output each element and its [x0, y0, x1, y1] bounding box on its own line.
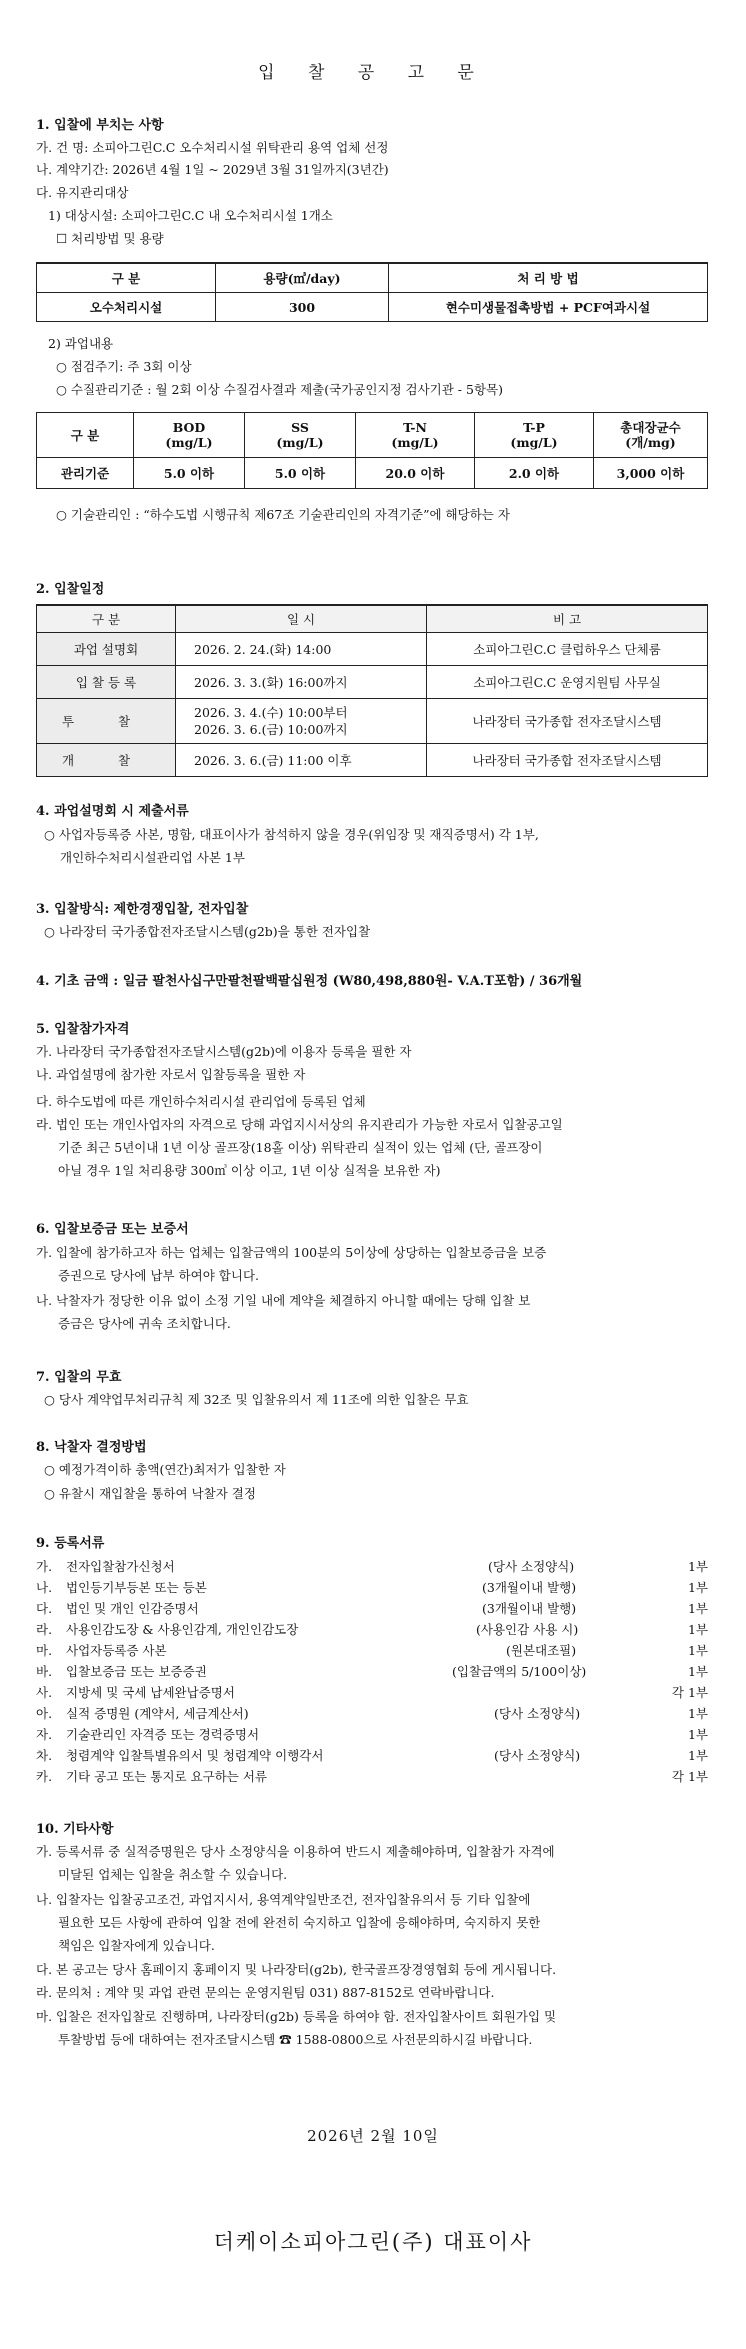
schedule-cell: 투 찰	[37, 699, 176, 744]
s6-line-3: 다. 하수도법에 따른 개인하수처리시설 관리업에 등록된 업체	[36, 1094, 366, 1109]
section-method-heading: 3. 입찰방식: 제한경쟁입찰, 전자입찰	[36, 902, 249, 917]
table-row	[37, 744, 708, 777]
s1-line-6: 2) 과업내용	[48, 336, 114, 351]
wq-header	[134, 413, 245, 458]
doc-qty: 1부	[687, 1559, 708, 1574]
schedule-table	[36, 604, 708, 777]
schedule-cell: 입 찰 등 록	[37, 666, 176, 699]
s1-line-4: 1) 대상시설: 소피아그린C.C 내 오수처리시설 1개소	[48, 208, 333, 223]
wq-cell: 3,000 이하	[594, 458, 708, 489]
wq-header-name: T-P	[523, 420, 545, 435]
doc-name: 전자입찰참가신청서	[66, 1559, 175, 1574]
wq-header	[356, 413, 475, 458]
capacity-table	[36, 262, 708, 322]
doc-remark: (3개월이내 발행)	[482, 1601, 577, 1616]
s11-line-4: 필요한 모든 사항에 관하여 입찰 전에 완전히 숙지하고 입찰에 응해야하며, 숙지하지 못한	[58, 1915, 541, 1930]
wq-header-name: T-N	[403, 420, 427, 435]
doc-name: 실적 증명원 (계약서, 세금계산서)	[66, 1706, 249, 1721]
schedule-date-line: 2026. 3. 4.(수) 10:00부터	[194, 705, 348, 720]
company-signature: 더케이소피아그린(주) 대표이사	[213, 2230, 533, 2254]
section-2-heading: 2. 입찰일정	[36, 582, 105, 597]
wq-cell: 5.0 이하	[134, 458, 245, 489]
doc-key: 차.	[36, 1748, 53, 1763]
section-invalid-heading: 7. 입찰의 무효	[36, 1370, 122, 1385]
wq-header	[245, 413, 356, 458]
s7-line-4: 증금은 당사에 귀속 조치합니다.	[58, 1316, 231, 1331]
capacity-table-header: 구 분	[37, 263, 216, 293]
table-row	[37, 666, 708, 699]
capacity-table-cell: 현수미생물접촉방법 + PCF여과시설	[389, 293, 708, 322]
wq-header-unit: (mg/L)	[510, 435, 558, 450]
schedule-cell: 2026. 2. 24.(화) 14:00	[176, 633, 427, 666]
s11-line-6: 다. 본 공고는 당사 홈페이지 홍페이지 및 나라장터(g2b), 한국골프장경영협회 등에 게시됩니다.	[36, 1962, 557, 1977]
wq-header-unit: (mg/L)	[276, 435, 324, 450]
s1-line-7: ○ 점검주기: 주 3회 이상	[56, 359, 192, 374]
doc-qty: 1부	[687, 1643, 708, 1658]
section-documents-heading: 9. 등록서류	[36, 1536, 105, 1551]
s11-line-2: 미달된 업체는 입찰을 취소할 수 있습니다.	[58, 1867, 288, 1882]
schedule-cell: 2026. 3. 6.(금) 11:00 이후	[176, 744, 427, 777]
doc-qty: 각 1부	[671, 1685, 708, 1700]
s6-line-4: 라. 법인 또는 개인사업자의 자격으로 당해 과업지시서상의 유지관리가 가능한 자로서 입찰공고일	[36, 1117, 563, 1132]
s1-line-9: ○ 기술관리인 : “하수도법 시행규칙 제67조 기술관리인의 자격기준”에 해당하는 자	[56, 507, 510, 522]
wq-cell: 20.0 이하	[356, 458, 475, 489]
capacity-table-cell: 오수처리시설	[37, 293, 216, 322]
s11-line-7: 라. 문의처 : 계약 및 과업 관련 문의는 운영지원팀 031) 887-8152로 연락바랍니다.	[36, 1985, 495, 2000]
doc-key: 아.	[36, 1706, 53, 1721]
doc-remark: (입찰금액의 5/100이상)	[452, 1664, 587, 1679]
doc-qty: 1부	[687, 1727, 708, 1742]
section-price-heading: 4. 기초 금액 : 일금 팔천사십구만팔천팔백팔십원정 (W80,498,880원- V.A.T포함) / 36개월	[36, 974, 583, 989]
s6-line-6: 아닐 경우 1일 처리용량 300㎥ 이상 이고, 1년 이상 실적을 보유한 자)	[58, 1163, 441, 1178]
doc-remark: (원본대조필)	[506, 1643, 577, 1658]
section-winner-heading: 8. 낙찰자 결정방법	[36, 1440, 147, 1455]
wq-header	[475, 413, 594, 458]
section-misc-heading: 10. 기타사항	[36, 1822, 114, 1837]
s9-line-2: ○ 유찰시 재입찰을 통하여 낙찰자 결정	[44, 1486, 256, 1501]
schedule-date-line: 2026. 3. 6.(금) 10:00까지	[194, 722, 348, 737]
doc-key: 라.	[36, 1622, 53, 1637]
corner-logo-icon	[666, 2319, 746, 2349]
s8-line-1: ○ 당사 계약업무처리규칙 제 32조 및 입찰유의서 제 11조에 의한 입찰은 무효	[44, 1392, 469, 1407]
schedule-cell: 과업 설명회	[37, 633, 176, 666]
s7-line-1: 가. 입찰에 참가하고자 하는 업체는 입찰금액의 100분의 5이상에 상당하는 입찰보증금을 보증	[36, 1245, 547, 1260]
wq-header-name: 총대장균수	[620, 420, 681, 435]
s4-line-1: ○ 나라장터 국가종합전자조달시스템(g2b)을 통한 전자입찰	[44, 924, 371, 939]
s1-line-5: ☐ 처리방법 및 용량	[56, 231, 164, 246]
doc-qty: 1부	[687, 1622, 708, 1637]
doc-key: 자.	[36, 1727, 53, 1742]
doc-remark: (당사 소정양식)	[494, 1706, 581, 1721]
doc-name: 기술관리인 자격증 또는 경력증명서	[66, 1727, 260, 1742]
wq-cell: 2.0 이하	[475, 458, 594, 489]
s6-line-5: 기준 최근 5년이내 1년 이상 골프장(18홀 이상) 위탁관리 실적이 있는 업체 (단, 골프장이	[58, 1140, 543, 1155]
schedule-header: 비 고	[427, 605, 708, 633]
doc-name: 법인등기부등본 또는 등본	[66, 1580, 207, 1595]
section-deposit-heading: 6. 입찰보증금 또는 보증서	[36, 1222, 189, 1237]
s6-line-2: 나. 과업설명에 참가한 자로서 입찰등록을 필한 자	[36, 1067, 306, 1082]
s7-line-3: 나. 낙찰자가 정당한 이유 없이 소정 기일 내에 계약을 체결하지 아니할 때에는 당해 입찰 보	[36, 1293, 531, 1308]
schedule-cell: 2026. 3. 3.(화) 16:00까지	[176, 666, 427, 699]
doc-key: 나.	[36, 1580, 53, 1595]
section-1-heading: 1. 입찰에 부치는 사항	[36, 118, 164, 133]
doc-key: 마.	[36, 1643, 53, 1658]
section-docs-heading: 4. 과업설명회 시 제출서류	[36, 804, 189, 819]
schedule-header: 구 분	[37, 605, 176, 633]
doc-name: 사용인감도장 & 사용인감계, 개인인감도장	[66, 1622, 299, 1637]
section-qualification-heading: 5. 입찰참가자격	[36, 1022, 130, 1037]
s11-line-1: 가. 등록서류 중 실적증명원은 당사 소정양식을 이용하여 반드시 제출해야하며, 입찰참가 자격에	[36, 1844, 555, 1859]
doc-name: 입찰보증금 또는 보증증권	[66, 1664, 207, 1679]
wq-header	[594, 413, 708, 458]
s1-line-1: 가. 건 명: 소피아그린C.C 오수처리시설 위탁관리 용역 업체 선정	[36, 140, 389, 155]
doc-key: 카.	[36, 1769, 53, 1784]
doc-key: 바.	[36, 1664, 53, 1679]
doc-key: 가.	[36, 1559, 53, 1574]
doc-name: 청렴계약 입찰특별유의서 및 청렴계약 이행각서	[66, 1748, 324, 1763]
doc-key: 사.	[36, 1685, 53, 1700]
s11-line-8: 마. 입찰은 전자입찰로 진행하며, 나라장터(g2b) 등록을 하여야 함. 전자입찰사이트 회원가입 및	[36, 2009, 557, 2024]
schedule-cell: 소피아그린C.C 클럽하우스 단체룸	[427, 633, 708, 666]
schedule-header: 일 시	[176, 605, 427, 633]
water-quality-table	[36, 412, 708, 489]
doc-name: 기타 공고 또는 통지로 요구하는 서류	[66, 1769, 267, 1784]
schedule-cell: 나라장터 국가종합 전자조달시스템	[427, 744, 708, 777]
doc-name: 법인 및 개인 인감증명서	[66, 1601, 199, 1616]
capacity-table-header: 처 리 방 법	[389, 263, 708, 293]
s9-line-1: ○ 예정가격이하 총액(연간)최저가 입찰한 자	[44, 1462, 286, 1477]
doc-key: 다.	[36, 1601, 53, 1616]
wq-header-name: SS	[291, 420, 309, 435]
capacity-table-cell: 300	[216, 293, 389, 322]
schedule-cell	[176, 699, 427, 744]
s11-line-5: 책임은 입찰자에게 있습니다.	[58, 1938, 215, 1953]
doc-qty: 1부	[687, 1601, 708, 1616]
wq-cell: 관리기준	[37, 458, 134, 489]
schedule-cell: 소피아그린C.C 운영지원팀 사무실	[427, 666, 708, 699]
wq-header: 구 분	[37, 413, 134, 458]
doc-qty: 1부	[687, 1748, 708, 1763]
schedule-cell: 개 찰	[37, 744, 176, 777]
s3-line-1: ○ 사업자등록증 사본, 명함, 대표이사가 참석하지 않을 경우(위임장 및 재직증명서) 각 1부,	[44, 827, 539, 842]
doc-qty: 각 1부	[671, 1769, 708, 1784]
table-row	[37, 633, 708, 666]
wq-header-unit: (개/mg)	[625, 435, 676, 450]
capacity-table-header: 용량(㎥/day)	[216, 263, 389, 293]
wq-header-unit: (mg/L)	[391, 435, 439, 450]
s11-line-9: 투찰방법 등에 대하여는 전자조달시스템 ☎ 1588-0800으로 사전문의하시길 바랍니다.	[58, 2032, 533, 2047]
doc-qty: 1부	[687, 1664, 708, 1679]
s7-line-2: 증권으로 당사에 납부 하여야 합니다.	[58, 1268, 259, 1283]
wq-header-name: BOD	[172, 420, 206, 435]
wq-cell: 5.0 이하	[245, 458, 356, 489]
s6-line-1: 가. 나라장터 국가종합전자조달시스템(g2b)에 이용자 등록을 필한 자	[36, 1044, 412, 1059]
doc-qty: 1부	[687, 1706, 708, 1721]
wq-header-unit: (mg/L)	[165, 435, 213, 450]
doc-name: 지방세 및 국세 납세완납증명서	[66, 1685, 235, 1700]
document-title: 입 찰 공 고 문	[258, 63, 488, 83]
s1-line-3: 다. 유지관리대상	[36, 185, 129, 200]
s11-line-3: 나. 입찰자는 입찰공고조건, 과업지시서, 용역계약일반조건, 전자입찰유의서 등 기타 입찰에	[36, 1892, 531, 1907]
s1-line-2: 나. 계약기간: 2026년 4월 1일 ~ 2029년 3월 31일까지(3년간)	[36, 162, 389, 177]
doc-remark: (사용인감 사용 시)	[476, 1622, 579, 1637]
doc-remark: (3개월이내 발행)	[482, 1580, 577, 1595]
schedule-cell: 나라장터 국가종합 전자조달시스템	[427, 699, 708, 744]
doc-remark: (당사 소정양식)	[488, 1559, 575, 1574]
s3-line-2: 개인하수처리시설관리업 사본 1부	[60, 850, 245, 865]
s1-line-8: ○ 수질관리기준 : 월 2회 이상 수질검사결과 제출(국가공인지정 검사기관 - 5항목)	[56, 382, 503, 397]
table-row	[37, 699, 708, 744]
doc-remark: (당사 소정양식)	[494, 1748, 581, 1763]
notice-date: 2026년 2월 10일	[307, 2127, 439, 2145]
doc-qty: 1부	[687, 1580, 708, 1595]
doc-name: 사업자등록증 사본	[66, 1643, 167, 1658]
